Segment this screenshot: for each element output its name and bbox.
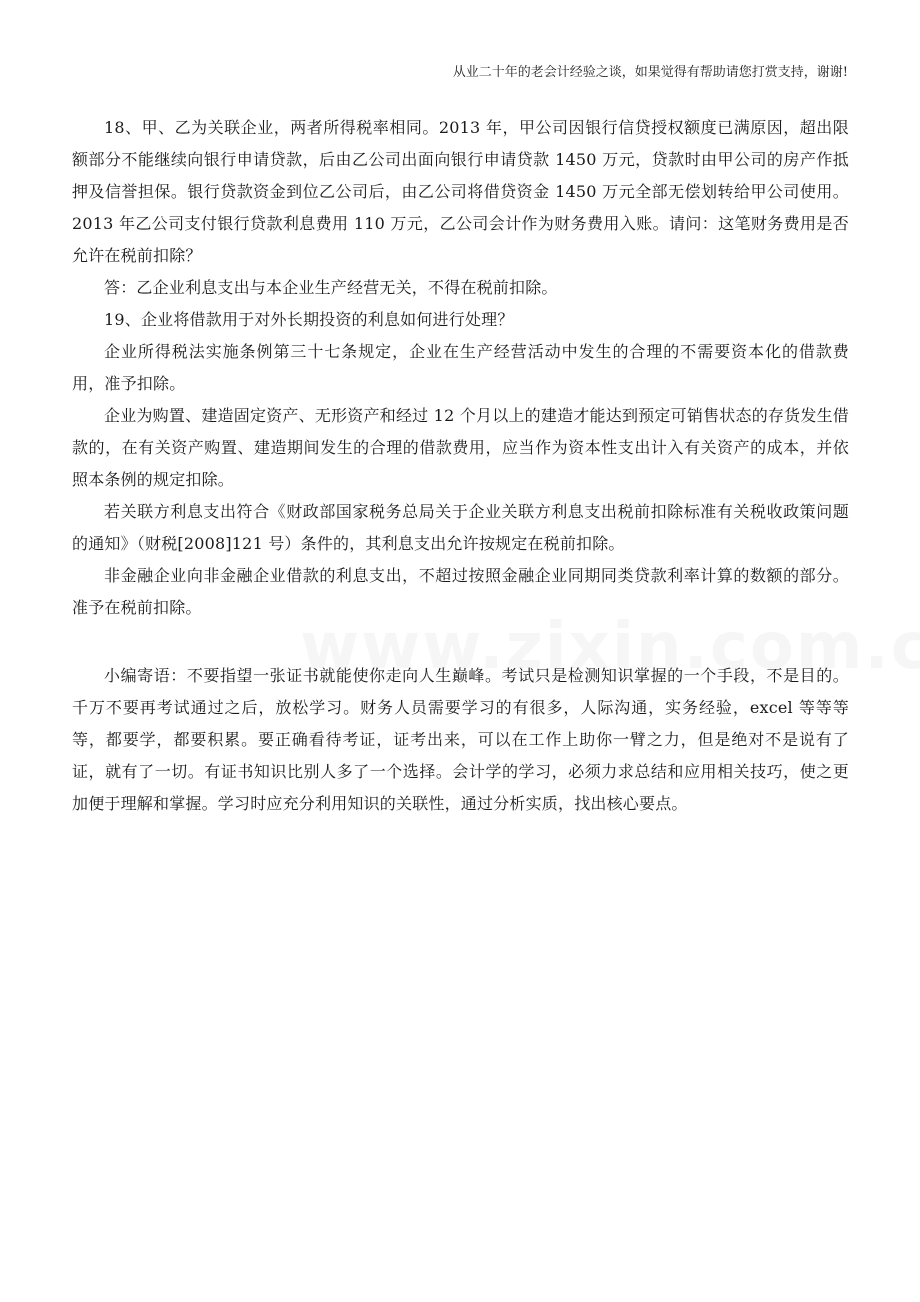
paragraph-rule-37: 企业所得税法实施条例第三十七条规定，企业在生产经营活动中发生的合理的不需要资本化的借款费用，准予扣除。	[72, 342, 849, 393]
paragraph-related-party: 若关联方利息支出符合《财政部国家税务总局关于企业关联方利息支出税前扣除标准有关税收政策问题的通知》（财税[2008]121 号）条件的，其利息支出允许按规定在税前扣除。	[72, 502, 849, 553]
paragraph-q19: 19、企业将借款用于对外长期投资的利息如何进行处理？	[104, 310, 514, 329]
paragraph-q18: 18、甲、乙为关联企业，两者所得税率相同。2013 年，甲公司因银行信贷授权额度已满原因，超出限额部分不能继续向银行申请贷款，后由乙公司出面向银行申请贷款 1450 万元，贷款时由甲公司的房产作抵押及信誉担保。银行贷款资金到位乙公司后，由乙公司将借贷资金 1450 万元全部无偿划转给甲公司使用。2013 年乙公司支付银行贷款利息费用 110 万元，乙公司会计作为财务费用入账。请问：这笔财务费用是否允许在税前扣除？	[72, 118, 849, 265]
paragraph-answer-18: 答：乙企业利息支出与本企业生产经营无关，不得在税前扣除。	[104, 278, 558, 297]
paragraph-closing-note: 小编寄语：不要指望一张证书就能使你走向人生巅峰。考试只是检测知识掌握的一个手段，不是目的。千万不要再考试通过之后，放松学习。财务人员需要学习的有很多，人际沟通，实务经验，excel 等等等等，都要学，都要积累。要正确看待考证，证考出来，可以在工作上助你一臂之力，但是绝对不是说有了证，就有了一切。有证书知识比别人多了一个选择。会计学的学习，必须力求总结和应用相关技巧，使之更加便于理解和掌握。学习时应充分利用知识的关联性，通过分析实质，找出核心要点。	[72, 666, 849, 813]
header-note: 从业二十年的老会计经验之谈，如果觉得有帮助请您打赏支持，谢谢!	[452, 65, 848, 80]
section-gap	[72, 624, 849, 660]
paragraph-non-financial: 非金融企业向非金融企业借款的利息支出，不超过按照金融企业同期同类贷款利率计算的数额的部分。准予在税前扣除。	[72, 566, 849, 617]
paragraph-capitalization: 企业为购置、建造固定资产、无形资产和经过 12 个月以上的建造才能达到预定可销售状态的存货发生借款的，在有关资产购置、建造期间发生的合理的借款费用，应当作为资本性支出计入有关资产的成本，并依照本条例的规定扣除。	[72, 406, 849, 489]
document-body	[72, 112, 849, 820]
